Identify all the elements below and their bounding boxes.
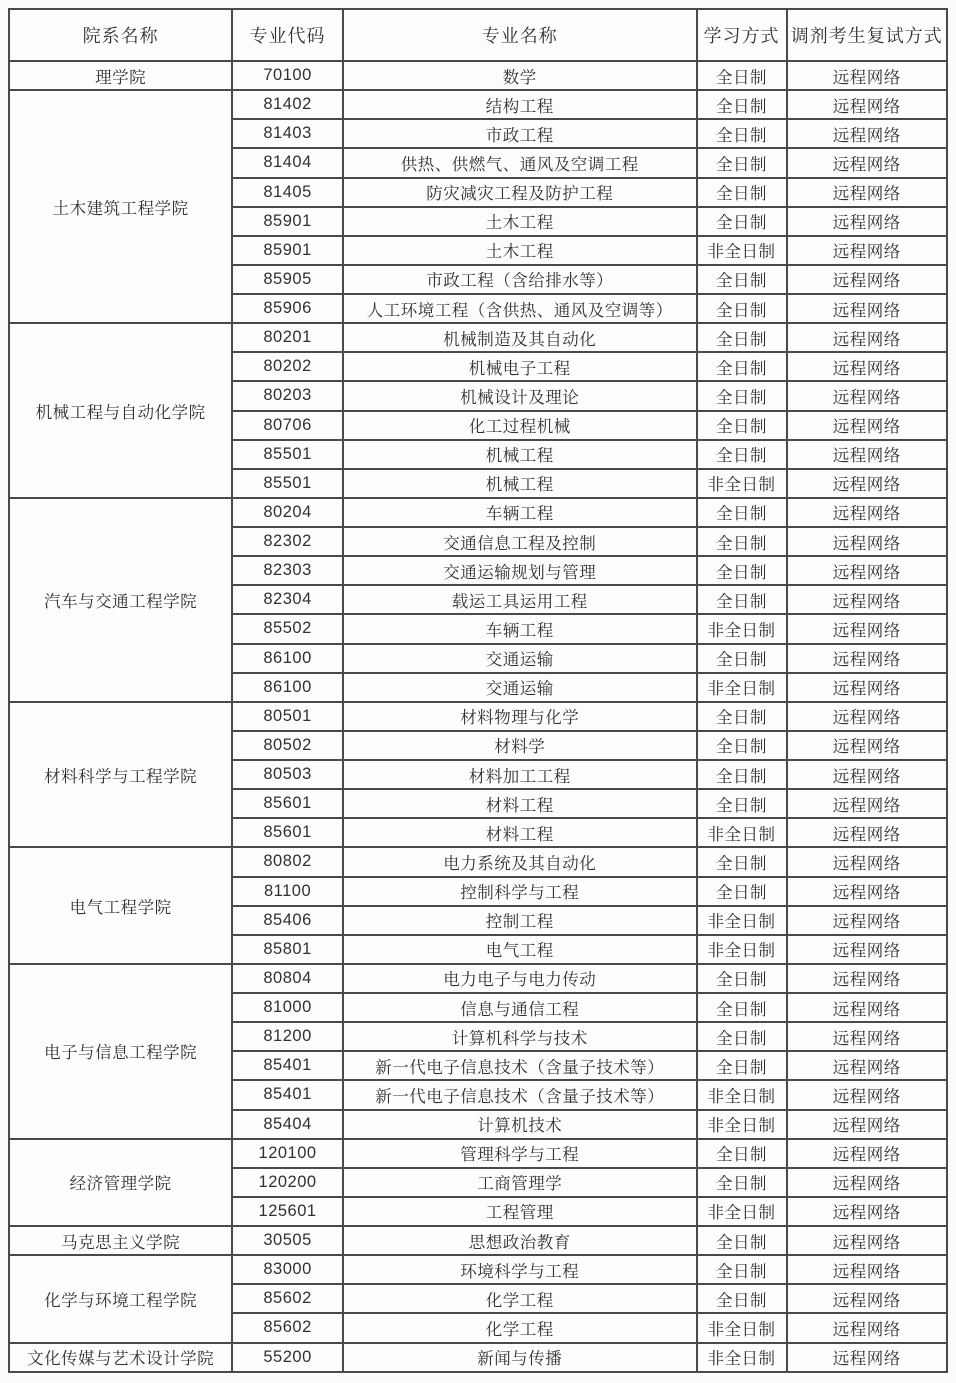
study-mode-cell: 非全日制 [697,935,787,964]
major-name-cell: 机械制造及其自动化 [343,323,697,352]
major-code-cell: 85801 [232,935,343,964]
study-mode-cell: 全日制 [697,731,787,760]
study-mode-cell: 全日制 [697,789,787,818]
major-name-cell: 材料工程 [343,789,697,818]
retest-mode-cell: 远程网络 [787,207,947,236]
major-name-cell: 新闻与传播 [343,1343,697,1373]
major-code-cell: 80804 [232,964,343,993]
retest-mode-cell: 远程网络 [787,760,947,789]
study-mode-cell: 全日制 [697,207,787,236]
table-row [9,1226,947,1255]
study-mode-cell: 全日制 [697,90,787,119]
major-name-cell: 工程管理 [343,1197,697,1226]
table-row [9,1343,947,1373]
study-mode-cell: 全日制 [697,644,787,673]
major-code-cell: 85901 [232,207,343,236]
table-row [9,61,947,90]
header-major-code: 专业代码 [232,9,343,61]
study-mode-cell: 全日制 [697,847,787,876]
major-code-cell: 82304 [232,585,343,614]
major-name-cell: 结构工程 [343,90,697,119]
study-mode-cell: 全日制 [697,1255,787,1284]
table-row [9,964,947,993]
major-name-cell: 材料学 [343,731,697,760]
major-code-cell: 81100 [232,877,343,906]
retest-mode-cell: 远程网络 [787,527,947,556]
retest-mode-cell: 远程网络 [787,178,947,207]
major-name-cell: 交通运输 [343,673,697,702]
major-name-cell: 土木工程 [343,236,697,265]
major-name-cell: 机械设计及理论 [343,381,697,410]
retest-mode-cell: 远程网络 [787,702,947,731]
major-name-cell: 思想政治教育 [343,1226,697,1255]
major-code-cell: 82303 [232,556,343,585]
major-name-cell: 电力电子与电力传动 [343,964,697,993]
major-code-cell: 85602 [232,1284,343,1313]
major-code-cell: 80802 [232,847,343,876]
study-mode-cell: 非全日制 [697,1197,787,1226]
table-row [9,847,947,876]
major-code-cell: 81200 [232,1022,343,1051]
major-code-cell: 81402 [232,90,343,119]
table-body [9,61,947,1372]
retest-mode-cell: 远程网络 [787,1226,947,1255]
retest-mode-cell: 远程网络 [787,993,947,1022]
study-mode-cell: 非全日制 [697,236,787,265]
retest-mode-cell: 远程网络 [787,673,947,702]
retest-mode-cell: 远程网络 [787,877,947,906]
retest-mode-cell: 远程网络 [787,1255,947,1284]
major-code-cell: 70100 [232,61,343,90]
study-mode-cell: 全日制 [697,294,787,323]
table-row [9,1139,947,1168]
table-row [9,323,947,352]
study-mode-cell: 全日制 [697,702,787,731]
major-name-cell: 计算机技术 [343,1110,697,1139]
study-mode-cell: 全日制 [697,352,787,381]
major-name-cell: 数学 [343,61,697,90]
study-mode-cell: 全日制 [697,498,787,527]
study-mode-cell: 全日制 [697,527,787,556]
major-name-cell: 新一代电子信息技术（含量子技术等） [343,1080,697,1109]
study-mode-cell: 非全日制 [697,1313,787,1342]
retest-mode-cell: 远程网络 [787,644,947,673]
retest-mode-cell: 远程网络 [787,935,947,964]
major-name-cell: 交通运输 [343,644,697,673]
major-name-cell: 计算机科学与技术 [343,1022,697,1051]
major-code-cell: 85502 [232,614,343,643]
study-mode-cell: 全日制 [697,877,787,906]
major-code-cell: 80203 [232,381,343,410]
major-code-cell: 83000 [232,1255,343,1284]
study-mode-cell: 全日制 [697,1139,787,1168]
department-cell: 电子与信息工程学院 [9,964,232,1139]
major-code-cell: 80706 [232,411,343,440]
retest-mode-cell: 远程网络 [787,1051,947,1080]
retest-mode-cell: 远程网络 [787,294,947,323]
retest-mode-cell: 远程网络 [787,731,947,760]
retest-mode-cell: 远程网络 [787,818,947,847]
major-code-cell: 85404 [232,1110,343,1139]
major-name-cell: 环境科学与工程 [343,1255,697,1284]
major-name-cell: 工商管理学 [343,1168,697,1197]
study-mode-cell: 非全日制 [697,1110,787,1139]
major-name-cell: 材料工程 [343,818,697,847]
admission-table [8,8,948,1373]
major-code-cell: 85601 [232,789,343,818]
major-code-cell: 85401 [232,1051,343,1080]
retest-mode-cell: 远程网络 [787,1110,947,1139]
major-code-cell: 85906 [232,294,343,323]
major-name-cell: 材料物理与化学 [343,702,697,731]
major-name-cell: 载运工具运用工程 [343,585,697,614]
retest-mode-cell: 远程网络 [787,1343,947,1373]
study-mode-cell: 全日制 [697,1284,787,1313]
retest-mode-cell: 远程网络 [787,1197,947,1226]
study-mode-cell: 非全日制 [697,614,787,643]
retest-mode-cell: 远程网络 [787,556,947,585]
major-name-cell: 市政工程（含给排水等） [343,265,697,294]
table-row [9,702,947,731]
header-department: 院系名称 [9,9,232,61]
department-cell: 电气工程学院 [9,847,232,964]
major-name-cell: 管理科学与工程 [343,1139,697,1168]
study-mode-cell: 全日制 [697,1226,787,1255]
study-mode-cell: 全日制 [697,119,787,148]
retest-mode-cell: 远程网络 [787,381,947,410]
study-mode-cell: 全日制 [697,760,787,789]
retest-mode-cell: 远程网络 [787,498,947,527]
retest-mode-cell: 远程网络 [787,1080,947,1109]
major-name-cell: 机械工程 [343,469,697,498]
major-name-cell: 车辆工程 [343,614,697,643]
major-code-cell: 81403 [232,119,343,148]
study-mode-cell: 全日制 [697,1022,787,1051]
major-code-cell: 120200 [232,1168,343,1197]
department-cell: 文化传媒与艺术设计学院 [9,1343,232,1373]
study-mode-cell: 全日制 [697,178,787,207]
table-row [9,1255,947,1284]
department-cell: 经济管理学院 [9,1139,232,1226]
study-mode-cell: 全日制 [697,1168,787,1197]
major-code-cell: 80202 [232,352,343,381]
major-code-cell: 85501 [232,440,343,469]
major-name-cell: 化学工程 [343,1313,697,1342]
retest-mode-cell: 远程网络 [787,411,947,440]
retest-mode-cell: 远程网络 [787,61,947,90]
retest-mode-cell: 远程网络 [787,614,947,643]
major-name-cell: 信息与通信工程 [343,993,697,1022]
study-mode-cell: 全日制 [697,1051,787,1080]
major-code-cell: 81404 [232,148,343,177]
retest-mode-cell: 远程网络 [787,1313,947,1342]
major-name-cell: 市政工程 [343,119,697,148]
department-cell: 土木建筑工程学院 [9,90,232,323]
major-code-cell: 85406 [232,906,343,935]
major-code-cell: 81000 [232,993,343,1022]
retest-mode-cell: 远程网络 [787,1022,947,1051]
header-retest-mode: 调剂考生复试方式 [787,9,947,61]
major-name-cell: 控制科学与工程 [343,877,697,906]
department-cell: 理学院 [9,61,232,90]
major-code-cell: 85602 [232,1313,343,1342]
retest-mode-cell: 远程网络 [787,440,947,469]
major-code-cell: 85901 [232,236,343,265]
major-name-cell: 交通信息工程及控制 [343,527,697,556]
major-name-cell: 土木工程 [343,207,697,236]
major-code-cell: 86100 [232,673,343,702]
major-code-cell: 81405 [232,178,343,207]
department-cell: 机械工程与自动化学院 [9,323,232,498]
study-mode-cell: 全日制 [697,323,787,352]
major-name-cell: 防灾减灾工程及防护工程 [343,178,697,207]
retest-mode-cell: 远程网络 [787,119,947,148]
major-name-cell: 机械电子工程 [343,352,697,381]
study-mode-cell: 非全日制 [697,673,787,702]
study-mode-cell: 非全日制 [697,906,787,935]
retest-mode-cell: 远程网络 [787,964,947,993]
department-cell: 马克思主义学院 [9,1226,232,1255]
major-code-cell: 80501 [232,702,343,731]
retest-mode-cell: 远程网络 [787,585,947,614]
retest-mode-cell: 远程网络 [787,148,947,177]
study-mode-cell: 全日制 [697,265,787,294]
study-mode-cell: 全日制 [697,964,787,993]
retest-mode-cell: 远程网络 [787,265,947,294]
study-mode-cell: 全日制 [697,411,787,440]
table-header [9,9,947,61]
major-code-cell: 80503 [232,760,343,789]
major-name-cell: 车辆工程 [343,498,697,527]
major-name-cell: 控制工程 [343,906,697,935]
study-mode-cell: 全日制 [697,556,787,585]
study-mode-cell: 全日制 [697,148,787,177]
major-name-cell: 供热、供燃气、通风及空调工程 [343,148,697,177]
major-code-cell: 85401 [232,1080,343,1109]
retest-mode-cell: 远程网络 [787,323,947,352]
study-mode-cell: 非全日制 [697,818,787,847]
retest-mode-cell: 远程网络 [787,236,947,265]
major-name-cell: 化学工程 [343,1284,697,1313]
major-code-cell: 125601 [232,1197,343,1226]
header-study-mode: 学习方式 [697,9,787,61]
major-name-cell: 电气工程 [343,935,697,964]
retest-mode-cell: 远程网络 [787,469,947,498]
major-code-cell: 80502 [232,731,343,760]
major-code-cell: 55200 [232,1343,343,1373]
major-code-cell: 80204 [232,498,343,527]
retest-mode-cell: 远程网络 [787,1284,947,1313]
table-row [9,498,947,527]
study-mode-cell: 全日制 [697,61,787,90]
major-name-cell: 电力系统及其自动化 [343,847,697,876]
major-code-cell: 120100 [232,1139,343,1168]
major-code-cell: 86100 [232,644,343,673]
major-name-cell: 新一代电子信息技术（含量子技术等） [343,1051,697,1080]
header-row [9,9,947,61]
study-mode-cell: 全日制 [697,381,787,410]
retest-mode-cell: 远程网络 [787,1139,947,1168]
department-cell: 化学与环境工程学院 [9,1255,232,1342]
major-code-cell: 80201 [232,323,343,352]
retest-mode-cell: 远程网络 [787,1168,947,1197]
header-major-name: 专业名称 [343,9,697,61]
major-name-cell: 材料加工工程 [343,760,697,789]
retest-mode-cell: 远程网络 [787,906,947,935]
major-code-cell: 85905 [232,265,343,294]
study-mode-cell: 非全日制 [697,1080,787,1109]
retest-mode-cell: 远程网络 [787,789,947,818]
study-mode-cell: 全日制 [697,585,787,614]
study-mode-cell: 非全日制 [697,469,787,498]
major-name-cell: 交通运输规划与管理 [343,556,697,585]
retest-mode-cell: 远程网络 [787,847,947,876]
table-row [9,90,947,119]
major-code-cell: 85501 [232,469,343,498]
major-name-cell: 人工环境工程（含供热、通风及空调等） [343,294,697,323]
department-cell: 汽车与交通工程学院 [9,498,232,702]
major-code-cell: 30505 [232,1226,343,1255]
study-mode-cell: 非全日制 [697,1343,787,1373]
major-name-cell: 机械工程 [343,440,697,469]
retest-mode-cell: 远程网络 [787,352,947,381]
retest-mode-cell: 远程网络 [787,90,947,119]
major-name-cell: 化工过程机械 [343,411,697,440]
major-code-cell: 85601 [232,818,343,847]
major-code-cell: 82302 [232,527,343,556]
study-mode-cell: 全日制 [697,440,787,469]
study-mode-cell: 全日制 [697,993,787,1022]
department-cell: 材料科学与工程学院 [9,702,232,848]
